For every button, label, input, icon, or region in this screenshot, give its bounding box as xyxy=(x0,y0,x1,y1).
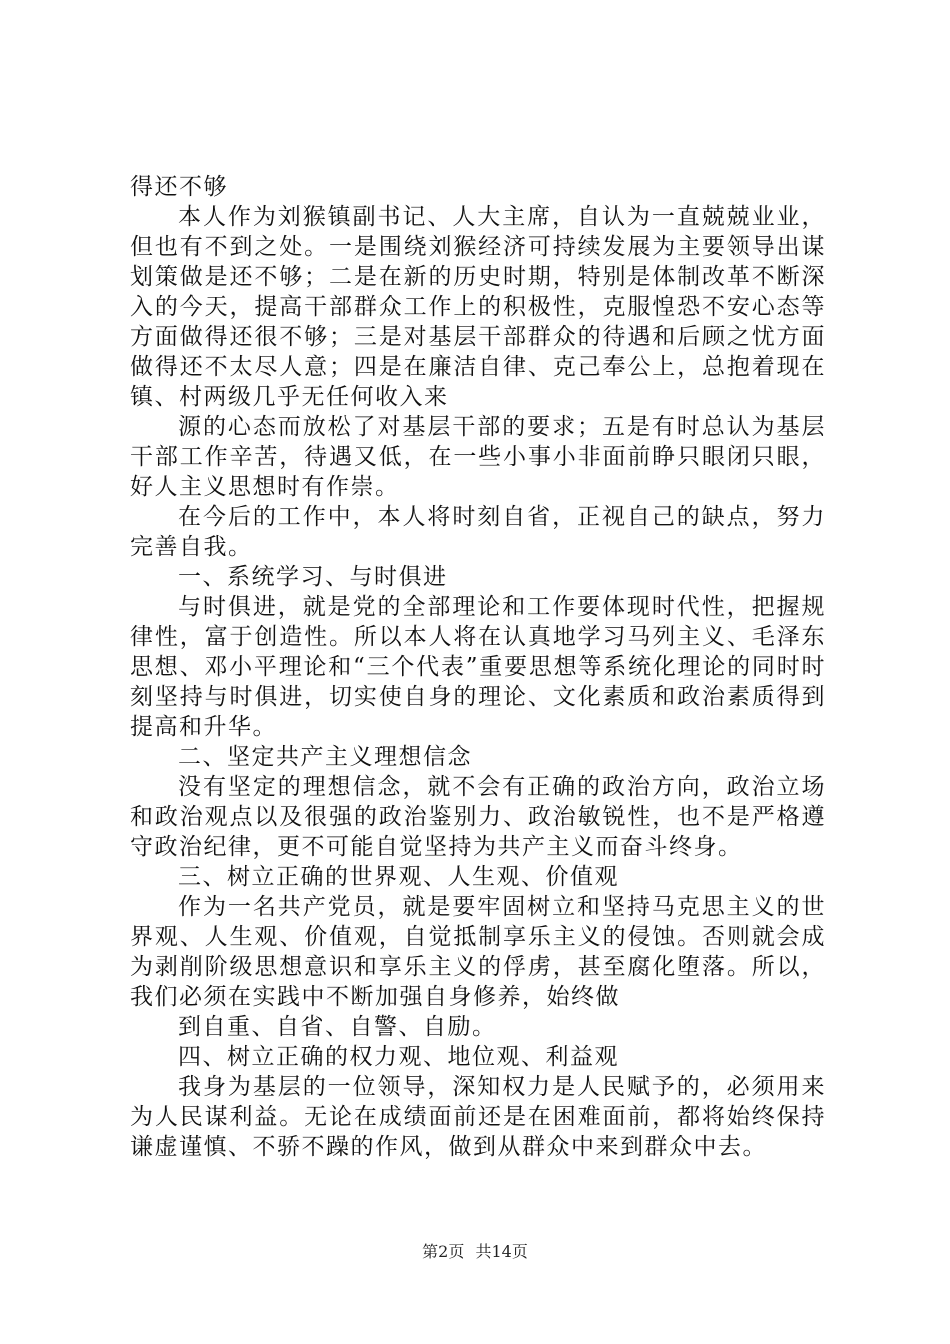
paragraph: 在今后的工作中，本人将时刻自省，正视自己的缺点，努力完善自我。 xyxy=(130,504,826,560)
paragraph: 没有坚定的理想信念，就不会有正确的政治方向，政治立场和政治观点以及很强的政治鉴别力、政治敏锐性，也不是严格遵守政治纪律，更不可能自觉坚持为共产主义而奋斗终身。 xyxy=(130,774,826,860)
document-body xyxy=(130,172,826,1162)
section-heading: 二、坚定共产主义理想信念 xyxy=(178,744,472,770)
paragraph: 源的心态而放松了对基层干部的要求；五是有时总认为基层干部工作辛苦，待遇又低，在一些小事小非面前睁只眼闭只眼，好人主义思想时有作崇。 xyxy=(130,414,826,500)
paragraph: 到自重、自省、自警、自励。 xyxy=(178,1014,497,1040)
section-heading: 四、树立正确的权力观、地位观、利益观 xyxy=(178,1044,619,1070)
paragraph: 本人作为刘猴镇副书记、人大主席，自认为一直兢兢业业，但也有不到之处。一是围绕刘猴经济可持续发展为主要领导出谋划策做是还不够；二是在新的历史时期，特别是体制改革不断深入的今天，提高干部群众工作上的积极性，克服惶恐不安心态等方面做得还很不够；三是对基层干部群众的待遇和后顾之忧方面做得还不太尽人意；四是在廉洁自律、克己奉公上，总抱着现在镇、村两级几乎无任何收入来 xyxy=(130,204,826,410)
page-number: 第2页 xyxy=(422,1242,465,1261)
page-footer xyxy=(0,1242,950,1262)
paragraph: 我身为基层的一位领导，深知权力是人民赋予的，必须用来为人民谋利益。无论在成绩面前还是在困难面前，都将始终保持谦虚谨慎、不骄不躁的作风，做到从群众中来到群众中去。 xyxy=(130,1074,826,1160)
section-heading: 三、树立正确的世界观、人生观、价值观 xyxy=(178,864,619,890)
paragraph-continuation: 得还不够 xyxy=(130,174,228,200)
paragraph: 作为一名共产党员，就是要牢固树立和坚持马克思主义的世界观、人生观、价值观，自觉抵制享乐主义的侵蚀。否则就会成为剥削阶级思想意识和享乐主义的俘虏，甚至腐化堕落。所以，我们必须在实践中不断加强自身修养，始终做 xyxy=(130,894,826,1010)
section-heading: 一、系统学习、与时俱进 xyxy=(178,564,448,590)
page-total: 共14页 xyxy=(475,1242,528,1261)
paragraph: 与时俱进，就是党的全部理论和工作要体现时代性，把握规律性，富于创造性。所以本人将在认真地学习马列主义、毛泽东思想、邓小平理论和“三个代表”重要思想等系统化理论的同时时刻坚持与时俱进，切实使自身的理论、文化素质和政治素质得到提高和升华。 xyxy=(130,594,826,740)
